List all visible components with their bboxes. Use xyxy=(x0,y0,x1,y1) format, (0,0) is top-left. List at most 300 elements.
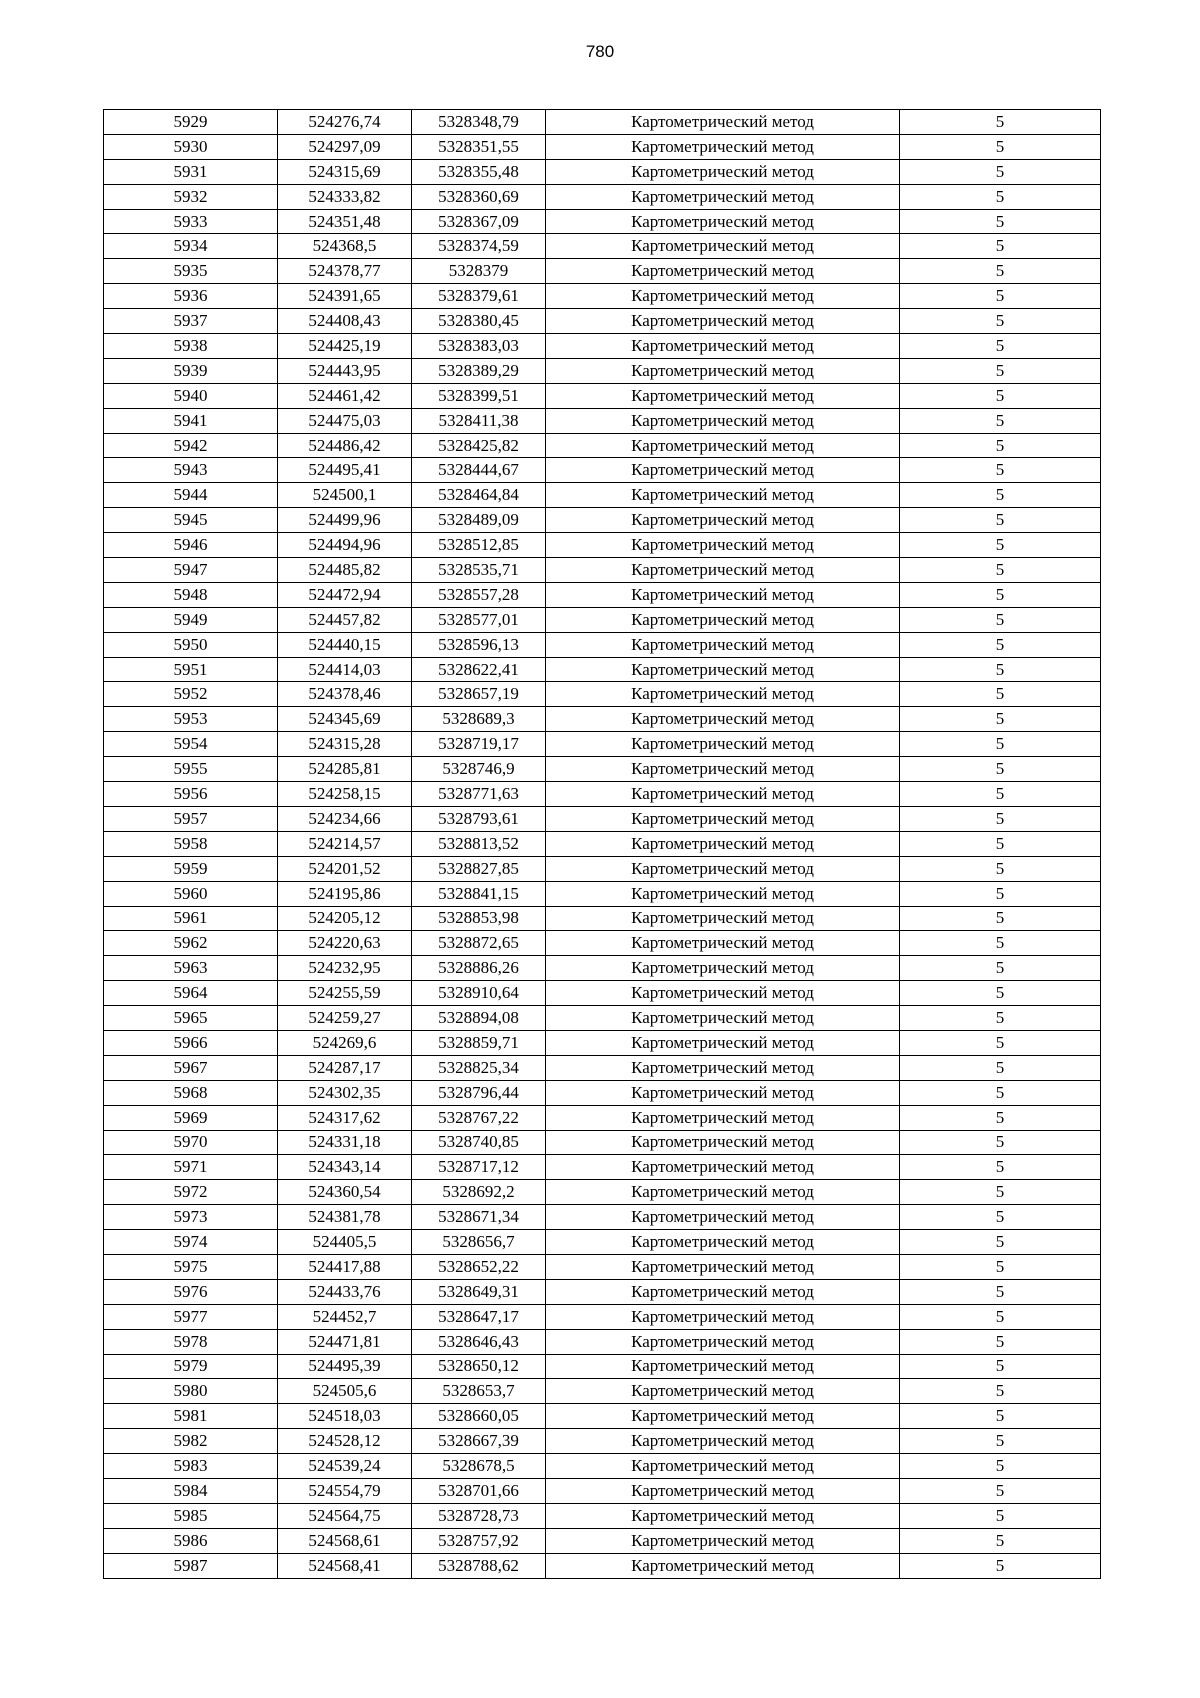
method-cell: Картометрический метод xyxy=(546,757,900,782)
table-row xyxy=(104,931,1101,956)
y-coordinate-cell: 5328425,82 xyxy=(412,433,546,458)
point-number-cell: 5980 xyxy=(104,1379,278,1404)
table-row xyxy=(104,1304,1101,1329)
method-cell: Картометрический метод xyxy=(546,433,900,458)
accuracy-cell: 5 xyxy=(900,408,1101,433)
y-coordinate-cell: 5328717,12 xyxy=(412,1155,546,1180)
x-coordinate-cell: 524315,69 xyxy=(278,159,412,184)
accuracy-cell: 5 xyxy=(900,1429,1101,1454)
x-coordinate-cell: 524461,42 xyxy=(278,383,412,408)
accuracy-cell: 5 xyxy=(900,981,1101,1006)
x-coordinate-cell: 524315,28 xyxy=(278,732,412,757)
point-number-cell: 5954 xyxy=(104,732,278,757)
x-coordinate-cell: 524505,6 xyxy=(278,1379,412,1404)
y-coordinate-cell: 5328678,5 xyxy=(412,1454,546,1479)
method-cell: Картометрический метод xyxy=(546,234,900,259)
y-coordinate-cell: 5328740,85 xyxy=(412,1130,546,1155)
method-cell: Картометрический метод xyxy=(546,1354,900,1379)
table-row xyxy=(104,1528,1101,1553)
accuracy-cell: 5 xyxy=(900,956,1101,981)
method-cell: Картометрический метод xyxy=(546,682,900,707)
method-cell: Картометрический метод xyxy=(546,1130,900,1155)
point-number-cell: 5929 xyxy=(104,110,278,135)
accuracy-cell: 5 xyxy=(900,209,1101,234)
y-coordinate-cell: 5328355,48 xyxy=(412,159,546,184)
table-row xyxy=(104,1006,1101,1031)
table-row xyxy=(104,508,1101,533)
accuracy-cell: 5 xyxy=(900,433,1101,458)
table-row xyxy=(104,782,1101,807)
method-cell: Картометрический метод xyxy=(546,732,900,757)
x-coordinate-cell: 524378,77 xyxy=(278,259,412,284)
point-number-cell: 5930 xyxy=(104,134,278,159)
method-cell: Картометрический метод xyxy=(546,1030,900,1055)
accuracy-cell: 5 xyxy=(900,632,1101,657)
method-cell: Картометрический метод xyxy=(546,1155,900,1180)
table-row xyxy=(104,856,1101,881)
x-coordinate-cell: 524259,27 xyxy=(278,1006,412,1031)
accuracy-cell: 5 xyxy=(900,1354,1101,1379)
x-coordinate-cell: 524425,19 xyxy=(278,334,412,359)
x-coordinate-cell: 524568,61 xyxy=(278,1528,412,1553)
accuracy-cell: 5 xyxy=(900,757,1101,782)
method-cell: Картометрический метод xyxy=(546,906,900,931)
method-cell: Картометрический метод xyxy=(546,1205,900,1230)
y-coordinate-cell: 5328557,28 xyxy=(412,582,546,607)
y-coordinate-cell: 5328827,85 xyxy=(412,856,546,881)
accuracy-cell: 5 xyxy=(900,657,1101,682)
x-coordinate-cell: 524452,7 xyxy=(278,1304,412,1329)
accuracy-cell: 5 xyxy=(900,931,1101,956)
point-number-cell: 5975 xyxy=(104,1254,278,1279)
point-number-cell: 5935 xyxy=(104,259,278,284)
x-coordinate-cell: 524378,46 xyxy=(278,682,412,707)
table-row xyxy=(104,1379,1101,1404)
method-cell: Картометрический метод xyxy=(546,981,900,1006)
x-coordinate-cell: 524276,74 xyxy=(278,110,412,135)
y-coordinate-cell: 5328379 xyxy=(412,259,546,284)
y-coordinate-cell: 5328757,92 xyxy=(412,1528,546,1553)
method-cell: Картометрический метод xyxy=(546,408,900,433)
accuracy-cell: 5 xyxy=(900,1379,1101,1404)
accuracy-cell: 5 xyxy=(900,483,1101,508)
y-coordinate-cell: 5328656,7 xyxy=(412,1230,546,1255)
method-cell: Картометрический метод xyxy=(546,1553,900,1578)
accuracy-cell: 5 xyxy=(900,1528,1101,1553)
table-row xyxy=(104,657,1101,682)
x-coordinate-cell: 524317,62 xyxy=(278,1105,412,1130)
method-cell: Картометрический метод xyxy=(546,483,900,508)
method-cell: Картометрический метод xyxy=(546,806,900,831)
point-number-cell: 5943 xyxy=(104,458,278,483)
point-number-cell: 5933 xyxy=(104,209,278,234)
method-cell: Картометрический метод xyxy=(546,657,900,682)
point-number-cell: 5947 xyxy=(104,558,278,583)
method-cell: Картометрический метод xyxy=(546,458,900,483)
table-row xyxy=(104,1030,1101,1055)
x-coordinate-cell: 524495,41 xyxy=(278,458,412,483)
point-number-cell: 5978 xyxy=(104,1329,278,1354)
y-coordinate-cell: 5328886,26 xyxy=(412,956,546,981)
x-coordinate-cell: 524360,54 xyxy=(278,1180,412,1205)
table-row xyxy=(104,1429,1101,1454)
accuracy-cell: 5 xyxy=(900,582,1101,607)
method-cell: Картометрический метод xyxy=(546,1379,900,1404)
accuracy-cell: 5 xyxy=(900,1304,1101,1329)
method-cell: Картометрический метод xyxy=(546,184,900,209)
method-cell: Картометрический метод xyxy=(546,508,900,533)
table-row xyxy=(104,1254,1101,1279)
y-coordinate-cell: 5328872,65 xyxy=(412,931,546,956)
point-number-cell: 5982 xyxy=(104,1429,278,1454)
table-row xyxy=(104,184,1101,209)
x-coordinate-cell: 524472,94 xyxy=(278,582,412,607)
table-row xyxy=(104,806,1101,831)
accuracy-cell: 5 xyxy=(900,906,1101,931)
y-coordinate-cell: 5328646,43 xyxy=(412,1329,546,1354)
y-coordinate-cell: 5328671,34 xyxy=(412,1205,546,1230)
x-coordinate-cell: 524485,82 xyxy=(278,558,412,583)
table-row xyxy=(104,1354,1101,1379)
method-cell: Картометрический метод xyxy=(546,782,900,807)
method-cell: Картометрический метод xyxy=(546,1429,900,1454)
y-coordinate-cell: 5328383,03 xyxy=(412,334,546,359)
method-cell: Картометрический метод xyxy=(546,1006,900,1031)
accuracy-cell: 5 xyxy=(900,284,1101,309)
point-number-cell: 5984 xyxy=(104,1478,278,1503)
page-number: 780 xyxy=(585,42,615,61)
point-number-cell: 5957 xyxy=(104,806,278,831)
x-coordinate-cell: 524232,95 xyxy=(278,956,412,981)
x-coordinate-cell: 524471,81 xyxy=(278,1329,412,1354)
accuracy-cell: 5 xyxy=(900,1404,1101,1429)
point-number-cell: 5959 xyxy=(104,856,278,881)
point-number-cell: 5973 xyxy=(104,1205,278,1230)
y-coordinate-cell: 5328653,7 xyxy=(412,1379,546,1404)
coordinates-table-body xyxy=(104,110,1101,1579)
accuracy-cell: 5 xyxy=(900,1080,1101,1105)
x-coordinate-cell: 524381,78 xyxy=(278,1205,412,1230)
accuracy-cell: 5 xyxy=(900,682,1101,707)
x-coordinate-cell: 524539,24 xyxy=(278,1454,412,1479)
x-coordinate-cell: 524368,5 xyxy=(278,234,412,259)
accuracy-cell: 5 xyxy=(900,1205,1101,1230)
x-coordinate-cell: 524528,12 xyxy=(278,1429,412,1454)
point-number-cell: 5941 xyxy=(104,408,278,433)
method-cell: Картометрический метод xyxy=(546,956,900,981)
y-coordinate-cell: 5328692,2 xyxy=(412,1180,546,1205)
accuracy-cell: 5 xyxy=(900,458,1101,483)
method-cell: Картометрический метод xyxy=(546,1230,900,1255)
method-cell: Картометрический метод xyxy=(546,334,900,359)
coordinates-table xyxy=(103,109,1101,1579)
x-coordinate-cell: 524331,18 xyxy=(278,1130,412,1155)
method-cell: Картометрический метод xyxy=(546,1503,900,1528)
y-coordinate-cell: 5328701,66 xyxy=(412,1478,546,1503)
accuracy-cell: 5 xyxy=(900,1279,1101,1304)
y-coordinate-cell: 5328650,12 xyxy=(412,1354,546,1379)
accuracy-cell: 5 xyxy=(900,1006,1101,1031)
table-row xyxy=(104,1155,1101,1180)
table-row xyxy=(104,682,1101,707)
point-number-cell: 5937 xyxy=(104,309,278,334)
table-row xyxy=(104,607,1101,632)
accuracy-cell: 5 xyxy=(900,383,1101,408)
point-number-cell: 5952 xyxy=(104,682,278,707)
point-number-cell: 5967 xyxy=(104,1055,278,1080)
point-number-cell: 5962 xyxy=(104,931,278,956)
x-coordinate-cell: 524499,96 xyxy=(278,508,412,533)
method-cell: Картометрический метод xyxy=(546,1454,900,1479)
method-cell: Картометрический метод xyxy=(546,533,900,558)
y-coordinate-cell: 5328360,69 xyxy=(412,184,546,209)
x-coordinate-cell: 524255,59 xyxy=(278,981,412,1006)
x-coordinate-cell: 524457,82 xyxy=(278,607,412,632)
table-row xyxy=(104,134,1101,159)
point-number-cell: 5971 xyxy=(104,1155,278,1180)
point-number-cell: 5977 xyxy=(104,1304,278,1329)
point-number-cell: 5932 xyxy=(104,184,278,209)
table-row xyxy=(104,1329,1101,1354)
accuracy-cell: 5 xyxy=(900,1329,1101,1354)
table-row xyxy=(104,234,1101,259)
method-cell: Картометрический метод xyxy=(546,110,900,135)
table-row xyxy=(104,757,1101,782)
x-coordinate-cell: 524269,6 xyxy=(278,1030,412,1055)
accuracy-cell: 5 xyxy=(900,1503,1101,1528)
point-number-cell: 5970 xyxy=(104,1130,278,1155)
point-number-cell: 5964 xyxy=(104,981,278,1006)
x-coordinate-cell: 524433,76 xyxy=(278,1279,412,1304)
point-number-cell: 5961 xyxy=(104,906,278,931)
method-cell: Картометрический метод xyxy=(546,1080,900,1105)
x-coordinate-cell: 524554,79 xyxy=(278,1478,412,1503)
point-number-cell: 5976 xyxy=(104,1279,278,1304)
y-coordinate-cell: 5328667,39 xyxy=(412,1429,546,1454)
accuracy-cell: 5 xyxy=(900,1030,1101,1055)
y-coordinate-cell: 5328380,45 xyxy=(412,309,546,334)
point-number-cell: 5969 xyxy=(104,1105,278,1130)
x-coordinate-cell: 524258,15 xyxy=(278,782,412,807)
method-cell: Картометрический метод xyxy=(546,632,900,657)
accuracy-cell: 5 xyxy=(900,607,1101,632)
method-cell: Картометрический метод xyxy=(546,582,900,607)
y-coordinate-cell: 5328649,31 xyxy=(412,1279,546,1304)
method-cell: Картометрический метод xyxy=(546,1279,900,1304)
y-coordinate-cell: 5328657,19 xyxy=(412,682,546,707)
point-number-cell: 5948 xyxy=(104,582,278,607)
table-row xyxy=(104,383,1101,408)
point-number-cell: 5972 xyxy=(104,1180,278,1205)
accuracy-cell: 5 xyxy=(900,782,1101,807)
y-coordinate-cell: 5328535,71 xyxy=(412,558,546,583)
accuracy-cell: 5 xyxy=(900,1105,1101,1130)
method-cell: Картометрический метод xyxy=(546,209,900,234)
y-coordinate-cell: 5328348,79 xyxy=(412,110,546,135)
table-row xyxy=(104,582,1101,607)
y-coordinate-cell: 5328719,17 xyxy=(412,732,546,757)
point-number-cell: 5985 xyxy=(104,1503,278,1528)
y-coordinate-cell: 5328489,09 xyxy=(412,508,546,533)
y-coordinate-cell: 5328577,01 xyxy=(412,607,546,632)
method-cell: Картометрический метод xyxy=(546,1180,900,1205)
y-coordinate-cell: 5328894,08 xyxy=(412,1006,546,1031)
x-coordinate-cell: 524443,95 xyxy=(278,358,412,383)
method-cell: Картометрический метод xyxy=(546,358,900,383)
x-coordinate-cell: 524500,1 xyxy=(278,483,412,508)
accuracy-cell: 5 xyxy=(900,508,1101,533)
point-number-cell: 5974 xyxy=(104,1230,278,1255)
y-coordinate-cell: 5328367,09 xyxy=(412,209,546,234)
accuracy-cell: 5 xyxy=(900,558,1101,583)
y-coordinate-cell: 5328788,62 xyxy=(412,1553,546,1578)
accuracy-cell: 5 xyxy=(900,1454,1101,1479)
table-row xyxy=(104,981,1101,1006)
table-row xyxy=(104,1105,1101,1130)
point-number-cell: 5955 xyxy=(104,757,278,782)
table-row xyxy=(104,881,1101,906)
y-coordinate-cell: 5328841,15 xyxy=(412,881,546,906)
y-coordinate-cell: 5328411,38 xyxy=(412,408,546,433)
point-number-cell: 5953 xyxy=(104,707,278,732)
accuracy-cell: 5 xyxy=(900,831,1101,856)
method-cell: Картометрический метод xyxy=(546,159,900,184)
table-row xyxy=(104,1553,1101,1578)
x-coordinate-cell: 524414,03 xyxy=(278,657,412,682)
method-cell: Картометрический метод xyxy=(546,1329,900,1354)
method-cell: Картометрический метод xyxy=(546,881,900,906)
method-cell: Картометрический метод xyxy=(546,284,900,309)
accuracy-cell: 5 xyxy=(900,234,1101,259)
y-coordinate-cell: 5328652,22 xyxy=(412,1254,546,1279)
table-row xyxy=(104,1478,1101,1503)
point-number-cell: 5965 xyxy=(104,1006,278,1031)
x-coordinate-cell: 524302,35 xyxy=(278,1080,412,1105)
x-coordinate-cell: 524564,75 xyxy=(278,1503,412,1528)
table-row xyxy=(104,558,1101,583)
x-coordinate-cell: 524297,09 xyxy=(278,134,412,159)
accuracy-cell: 5 xyxy=(900,259,1101,284)
y-coordinate-cell: 5328767,22 xyxy=(412,1105,546,1130)
point-number-cell: 5963 xyxy=(104,956,278,981)
method-cell: Картометрический метод xyxy=(546,1254,900,1279)
table-row xyxy=(104,956,1101,981)
table-row xyxy=(104,334,1101,359)
method-cell: Картометрический метод xyxy=(546,1105,900,1130)
table-row xyxy=(104,1130,1101,1155)
accuracy-cell: 5 xyxy=(900,533,1101,558)
x-coordinate-cell: 524287,17 xyxy=(278,1055,412,1080)
x-coordinate-cell: 524343,14 xyxy=(278,1155,412,1180)
accuracy-cell: 5 xyxy=(900,1478,1101,1503)
x-coordinate-cell: 524351,48 xyxy=(278,209,412,234)
y-coordinate-cell: 5328746,9 xyxy=(412,757,546,782)
table-row xyxy=(104,284,1101,309)
table-row xyxy=(104,259,1101,284)
accuracy-cell: 5 xyxy=(900,159,1101,184)
table-row xyxy=(104,1454,1101,1479)
x-coordinate-cell: 524195,86 xyxy=(278,881,412,906)
x-coordinate-cell: 524234,66 xyxy=(278,806,412,831)
accuracy-cell: 5 xyxy=(900,707,1101,732)
x-coordinate-cell: 524417,88 xyxy=(278,1254,412,1279)
point-number-cell: 5949 xyxy=(104,607,278,632)
y-coordinate-cell: 5328859,71 xyxy=(412,1030,546,1055)
y-coordinate-cell: 5328813,52 xyxy=(412,831,546,856)
table-row xyxy=(104,1404,1101,1429)
point-number-cell: 5944 xyxy=(104,483,278,508)
x-coordinate-cell: 524568,41 xyxy=(278,1553,412,1578)
accuracy-cell: 5 xyxy=(900,1230,1101,1255)
accuracy-cell: 5 xyxy=(900,134,1101,159)
method-cell: Картометрический метод xyxy=(546,259,900,284)
point-number-cell: 5968 xyxy=(104,1080,278,1105)
table-row xyxy=(104,433,1101,458)
method-cell: Картометрический метод xyxy=(546,558,900,583)
accuracy-cell: 5 xyxy=(900,1130,1101,1155)
accuracy-cell: 5 xyxy=(900,334,1101,359)
table-row xyxy=(104,1055,1101,1080)
point-number-cell: 5951 xyxy=(104,657,278,682)
y-coordinate-cell: 5328796,44 xyxy=(412,1080,546,1105)
table-row xyxy=(104,483,1101,508)
y-coordinate-cell: 5328399,51 xyxy=(412,383,546,408)
x-coordinate-cell: 524220,63 xyxy=(278,931,412,956)
point-number-cell: 5950 xyxy=(104,632,278,657)
table-row xyxy=(104,831,1101,856)
table-row xyxy=(104,1279,1101,1304)
y-coordinate-cell: 5328596,13 xyxy=(412,632,546,657)
accuracy-cell: 5 xyxy=(900,856,1101,881)
y-coordinate-cell: 5328771,63 xyxy=(412,782,546,807)
accuracy-cell: 5 xyxy=(900,732,1101,757)
table-row xyxy=(104,707,1101,732)
point-number-cell: 5936 xyxy=(104,284,278,309)
method-cell: Картометрический метод xyxy=(546,309,900,334)
table-row xyxy=(104,358,1101,383)
x-coordinate-cell: 524518,03 xyxy=(278,1404,412,1429)
y-coordinate-cell: 5328853,98 xyxy=(412,906,546,931)
method-cell: Картометрический метод xyxy=(546,607,900,632)
accuracy-cell: 5 xyxy=(900,184,1101,209)
method-cell: Картометрический метод xyxy=(546,856,900,881)
accuracy-cell: 5 xyxy=(900,309,1101,334)
point-number-cell: 5942 xyxy=(104,433,278,458)
method-cell: Картометрический метод xyxy=(546,931,900,956)
table-row xyxy=(104,159,1101,184)
x-coordinate-cell: 524475,03 xyxy=(278,408,412,433)
method-cell: Картометрический метод xyxy=(546,134,900,159)
point-number-cell: 5934 xyxy=(104,234,278,259)
x-coordinate-cell: 524495,39 xyxy=(278,1354,412,1379)
y-coordinate-cell: 5328389,29 xyxy=(412,358,546,383)
x-coordinate-cell: 524440,15 xyxy=(278,632,412,657)
x-coordinate-cell: 524285,81 xyxy=(278,757,412,782)
point-number-cell: 5983 xyxy=(104,1454,278,1479)
x-coordinate-cell: 524391,65 xyxy=(278,284,412,309)
point-number-cell: 5960 xyxy=(104,881,278,906)
y-coordinate-cell: 5328464,84 xyxy=(412,483,546,508)
y-coordinate-cell: 5328728,73 xyxy=(412,1503,546,1528)
y-coordinate-cell: 5328825,34 xyxy=(412,1055,546,1080)
point-number-cell: 5939 xyxy=(104,358,278,383)
x-coordinate-cell: 524408,43 xyxy=(278,309,412,334)
point-number-cell: 5987 xyxy=(104,1553,278,1578)
y-coordinate-cell: 5328512,85 xyxy=(412,533,546,558)
accuracy-cell: 5 xyxy=(900,110,1101,135)
accuracy-cell: 5 xyxy=(900,1180,1101,1205)
table-row xyxy=(104,533,1101,558)
